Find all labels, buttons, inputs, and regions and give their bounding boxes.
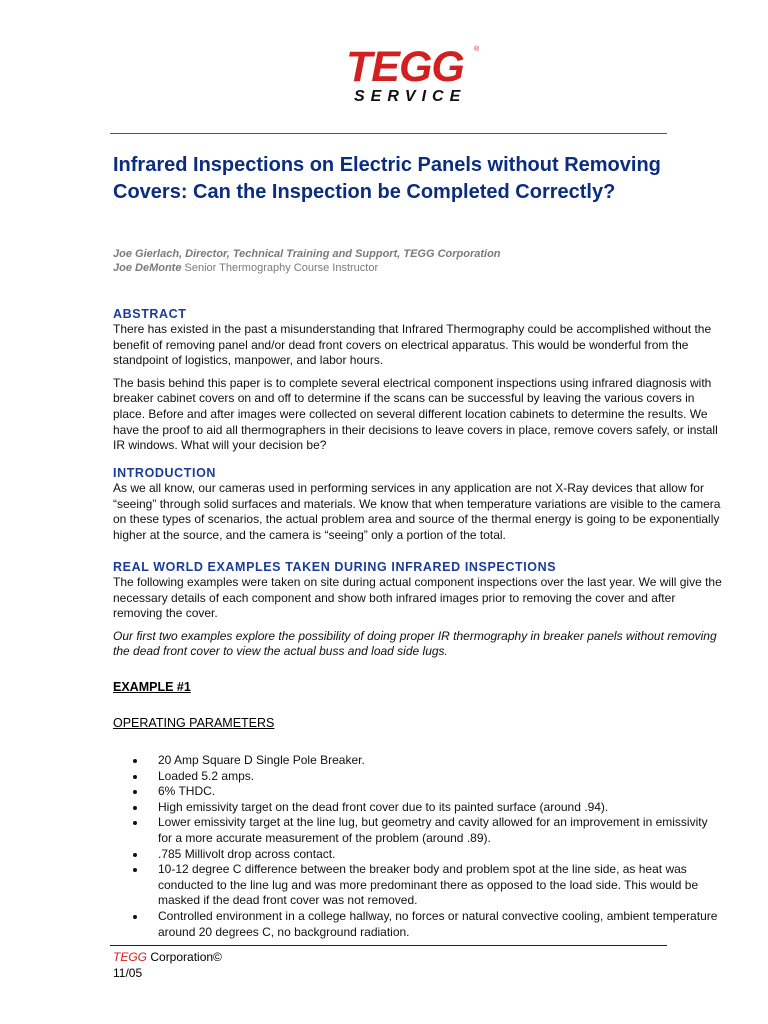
introduction-section [113, 466, 723, 543]
operating-parameters-heading: OPERATING PARAMETERS [113, 716, 275, 730]
operating-parameters-list [133, 753, 723, 940]
bullet-icon [133, 915, 137, 919]
footer-divider [110, 945, 667, 946]
bullet-icon [133, 806, 137, 810]
list-item: High emissivity target on the dead front cover due to its painted surface (around .94). [133, 800, 723, 816]
bullet-icon [133, 868, 137, 872]
page-footer [113, 949, 222, 981]
author-2-name: Joe DeMonte [113, 262, 182, 274]
header-divider [110, 133, 667, 134]
bullet-icon [133, 853, 137, 857]
list-item: Loaded 5.2 amps. [133, 769, 723, 785]
abstract-section [113, 307, 723, 454]
author-2-role: Senior Thermography Course Instructor [181, 262, 379, 274]
logo-service-text: SERVICE [354, 88, 467, 105]
abstract-paragraph-2: The basis behind this paper is to complete several electrical component inspections using infrared diagnosis with breaker cabinet covers on and off to determine if the scans can be successful by leaving the various covers in place. Before and after images were collected on several different location cabinets to determine the results. We have the proof to aid all thermographers in their decisions to leave covers in place, remove covers safely, or install IR windows. What will your decision be? [113, 375, 718, 453]
examples-heading: REAL WORLD EXAMPLES TAKEN DURING INFRARED INSPECTIONS [113, 560, 557, 574]
examples-paragraph-2: Our first two examples explore the possibility of doing proper IR thermography in breaker panels without removing the dead front cover to view the actual buss and load side lugs. [113, 628, 717, 659]
abstract-heading: ABSTRACT [113, 307, 187, 321]
list-item: Lower emissivity target at the line lug, but geometry and cavity allowed for an improvement in emissivity for a more accurate measurement of the problem (around .89). [133, 815, 723, 846]
author-line-2 [113, 261, 501, 275]
authors-block [113, 247, 501, 275]
list-item: 10-12 degree C difference between the breaker body and problem spot at the line side, as heat was conducted to the line lug and was more predominant there as opposed to the load side. This would be masked if the dead front cover was not removed. [133, 862, 723, 909]
footer-corporation: Corporation© [147, 950, 222, 964]
bullet-icon [133, 775, 137, 779]
page-title: Infrared Inspections on Electric Panels without Removing Covers: Can the Inspection be Completed Correctly? [113, 154, 661, 203]
footer-date: 11/05 [113, 966, 143, 980]
list-item: 6% THDC. [133, 784, 723, 800]
tegg-service-logo [346, 44, 486, 108]
bullet-icon [133, 790, 137, 794]
examples-section [113, 560, 723, 660]
footer-brand: TEGG [113, 950, 148, 964]
logo-registered-mark: ® [474, 46, 480, 53]
introduction-heading: INTRODUCTION [113, 466, 217, 480]
author-line-1 [113, 247, 501, 261]
introduction-paragraph: As we all know, our cameras used in performing services in any application are not X-Ray devices that allow for “seeing” through solid surfaces and materials. We know that when temperature variations are visible to the camera on these types of scenarios, the actual problem area and source of the thermal energy is going to be exponentially higher at the source, and the camera is “seeing” only a portion of the total. [113, 481, 721, 542]
bullet-icon [133, 821, 137, 825]
list-item: 20 Amp Square D Single Pole Breaker. [133, 753, 723, 769]
footer-line-1 [113, 949, 222, 965]
author-1: Joe Gierlach, Director, Technical Training and Support, TEGG Corporation [113, 248, 501, 260]
abstract-paragraph-1: There has existed in the past a misunderstanding that Infrared Thermography could be accomplished without the benefit of removing panel and/or dead front covers on electrical apparatus. This would be wonderful from the standpoint of logistics, manpower, and labor hours. [113, 322, 712, 368]
examples-paragraph-1: The following examples were taken on site during actual component inspections over the last year. We will give the necessary details of each component and show both infrared images prior to removing the cover and after removing the cover. [113, 575, 722, 621]
list-item: .785 Millivolt drop across contact. [133, 847, 723, 863]
bullet-icon [133, 759, 137, 763]
logo-brand-text: TEGG [346, 43, 464, 91]
list-item: Controlled environment in a college hallway, no forces or natural convective cooling, ambient temperature around 20 degrees C, no background radiation. [133, 909, 723, 940]
example-1-heading: EXAMPLE #1 [113, 680, 191, 694]
